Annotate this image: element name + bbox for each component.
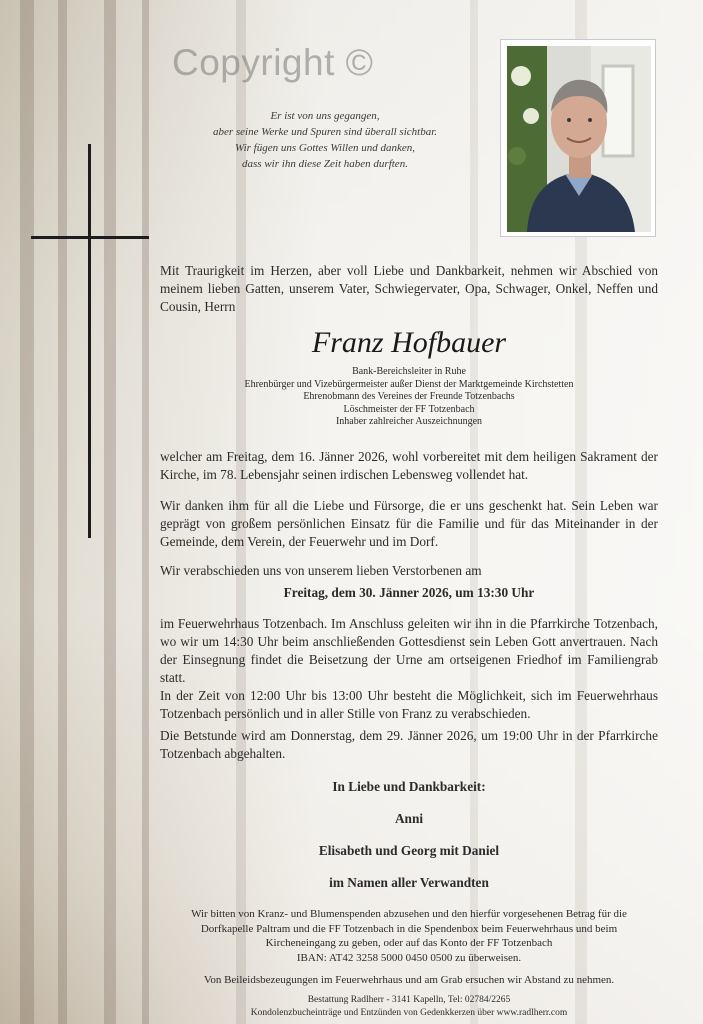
footer-line: Bestattung Radlherr - 3141 Kapelln, Tel: 02784/2265 [307, 995, 511, 1005]
ceremony-details: im Feuerwehrhaus Totzenbach. Im Anschluss geleiten wir ihn in die Pfarrkirche Totzenbach, wo wir um 14:30 Uhr beim anschließenden Gottesdienst sein Leben Gott anvertrauen. Nach der Einsegnung findet die Beisetzung der Urne am ortseigenen Friedhof im Familiengrab statt. [160, 616, 658, 685]
title-line: Bank-Bereichsleiter in Ruhe [352, 366, 466, 377]
funeral-home-footer [160, 994, 658, 1020]
viewing-details: In der Zeit von 12:00 Uhr bis 13:00 Uhr besteht die Möglichkeit, sich im Feuerwehrhaus Totzenbach persönlich und in aller Stille von Franz zu verabschieden. [160, 688, 658, 721]
donation-line: IBAN: AT42 3258 5000 0450 0500 zu überweisen. [296, 951, 522, 964]
mourner-name: Elisabeth und Georg mit Daniel [318, 843, 500, 858]
verse-line: dass wir ihn diese Zeit haben durften. [242, 158, 408, 170]
thanks-paragraph: Wir danken ihm für all die Liebe und Fürsorge, die er uns geschenkt hat. Sein Leben war geprägt von großem persönlichen Einsatz für die Familie und für das Miteinander in der Gemeinde, dem Verein, der Feuerwehr und im Dorf. [160, 498, 658, 549]
donation-notice [155, 907, 663, 965]
verse-line: Er ist von uns gegangen, [270, 110, 380, 122]
closing-line: In Liebe und Dankbarkeit: [332, 779, 486, 794]
cross-icon [88, 144, 91, 538]
title-line: Inhaber zahlreicher Auszeichnungen [335, 416, 483, 428]
condolence-notice [155, 973, 663, 988]
death-notice: welcher am Freitag, dem 16. Jänner 2026, wohl vorbereitet mit dem heiligen Sakrament der Kirche, im 78. Lebensjahr seinen irdischen Lebensweg vollendet hat. [160, 449, 658, 482]
copyright-watermark: Copyright © [172, 42, 374, 83]
background-tree [58, 0, 67, 1024]
farewell-intro: Wir verabschieden uns von unserem lieben Verstorbenen am [160, 563, 482, 578]
title-line: Ehrenbürger und Vizebürgermeister außer Dienst der Marktgemeinde Kirchstetten [244, 378, 574, 390]
cross-icon-bar [31, 236, 149, 239]
background-tree [20, 0, 34, 1024]
deceased-name: Franz Hofbauer [311, 326, 507, 359]
background-tree [104, 0, 116, 1024]
donation-line: Dorfkapelle Paltram und die FF Totzenbach in die Spendenbox beim Feuerwehrhaus und beim [200, 922, 618, 935]
intro-text: Mit Traurigkeit im Herzen, aber voll Liebe und Dankbarkeit, nehmen wir Abschied von meinem lieben Gatten, unserem Vater, Schwiegervater, Opa, Schwager, Onkel, Neffen und Cousin, Herrn [160, 263, 658, 314]
footer-line: Kondolenzbucheinträge und Entzünden von Gedenkkerzen über www.radlherr.com [250, 1008, 568, 1018]
memorial-verse [190, 108, 460, 172]
background-tree [142, 0, 149, 1024]
verse-line: aber seine Werke und Spuren sind überall sichtbar. [212, 126, 438, 138]
portrait-photo [500, 39, 656, 237]
donation-line: Kircheneingang zu geben, oder auf das Konto der FF Totzenbach [265, 937, 553, 949]
portrait-image [507, 46, 651, 232]
condolence-line: Von Beileidsbezeugungen im Feuerwehrhaus und am Grab ersuchen wir Abstand zu nehmen. [203, 974, 615, 986]
mourner-name: Anni [394, 811, 424, 826]
verse-line: Wir fügen uns Gottes Willen und danken, [235, 142, 415, 154]
donation-line: Wir bitten von Kranz- und Blumenspenden abzusehen und den hierfür vorgesehenen Betrag für die [191, 908, 627, 920]
title-line: Ehrenobmann des Vereines der Freunde Totzenbachs [303, 391, 515, 403]
title-line: Löschmeister der FF Totzenbach [343, 403, 475, 415]
prayer-details: Die Betstunde wird am Donnerstag, dem 29. Jänner 2026, um 19:00 Uhr in der Pfarrkirche Totzenbach abgehalten. [160, 728, 658, 761]
farewell-date: Freitag, dem 30. Jänner 2026, um 13:30 Uhr [283, 585, 535, 600]
mourner-name: im Namen aller Verwandten [329, 875, 489, 890]
honorary-titles [160, 366, 658, 429]
